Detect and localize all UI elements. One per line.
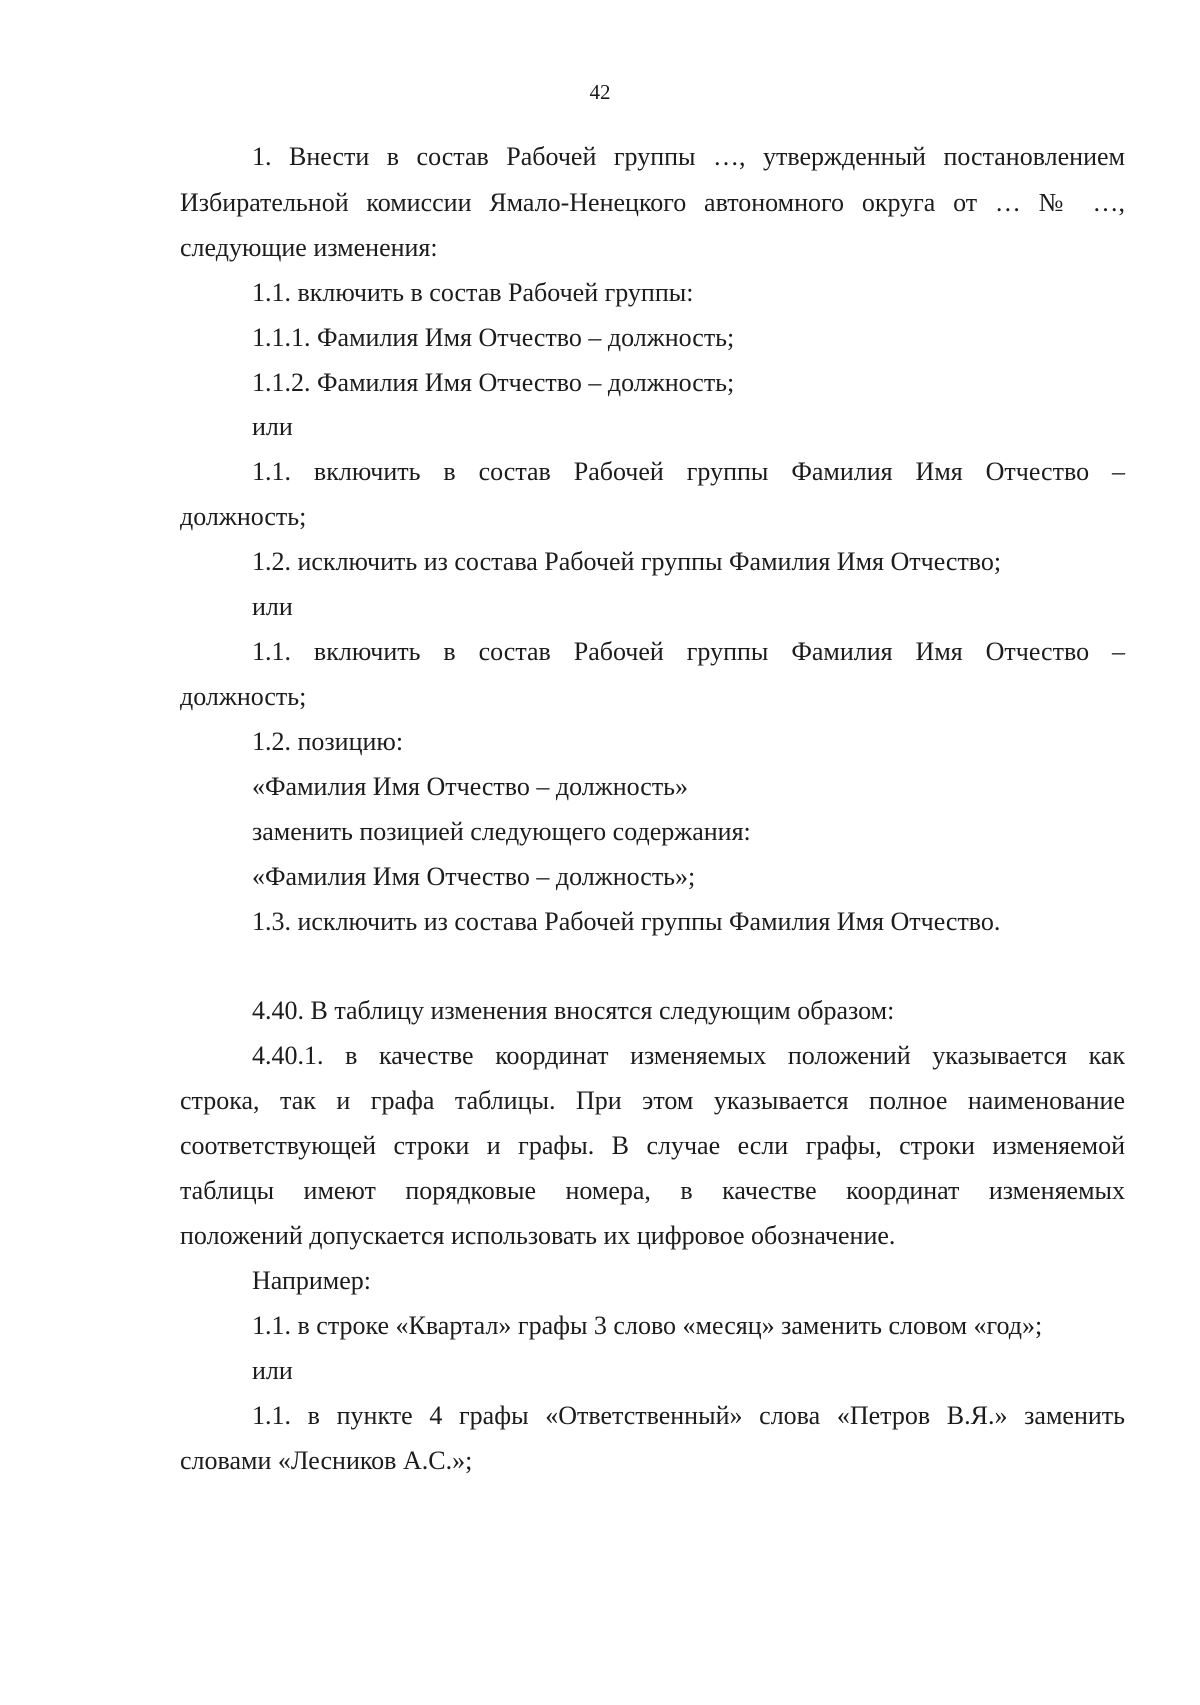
text-line: должность; (180, 502, 307, 531)
text-line: 1.1. включить в состав Рабочей группы: (252, 278, 694, 307)
text-line: 1.2. исключить из состава Рабочей группы Фамилия Имя Отчество; (252, 547, 1002, 576)
text-line: заменить позицией следующего содержания: (252, 817, 751, 846)
text-line: 1.1. включить в состав Рабочей группы Фамилия Имя Отчество – (252, 457, 1125, 486)
text-line: 1.1.2. Фамилия Имя Отчество – должность; (252, 368, 735, 397)
text-line: соответствующей строки и графы. В случае если графы, строки изменяемой (180, 1131, 1125, 1160)
text-line: 1.1. включить в состав Рабочей группы Фамилия Имя Отчество – (252, 637, 1125, 666)
text-line: «Фамилия Имя Отчество – должность»; (252, 862, 696, 891)
text-line: следующие изменения: (180, 233, 438, 262)
text-line: таблицы имеют порядковые номера, в качестве координат изменяемых (180, 1176, 1125, 1205)
text-line: должность; (180, 682, 307, 711)
text-line: положений допускается использовать их цифровое обозначение. (180, 1221, 896, 1250)
text-line: 1.2. позицию: (252, 727, 404, 756)
text-line: или (252, 592, 293, 621)
text-line: 1. Внести в состав Рабочей группы …, утвержденный постановлением (252, 142, 1125, 171)
text-line: 4.40.1. в качестве координат изменяемых положений указывается как (252, 1041, 1125, 1070)
text-line: строка, так и графа таблицы. При этом указывается полное наименование (180, 1086, 1125, 1115)
text-line: 1.3. исключить из состава Рабочей группы Фамилия Имя Отчество. (252, 907, 1001, 936)
text-line: словами «Лесников А.С.»; (180, 1446, 473, 1475)
text-line: «Фамилия Имя Отчество – должность» (252, 772, 689, 801)
text-line: 1.1.1. Фамилия Имя Отчество – должность; (252, 323, 735, 352)
text-line: или (252, 412, 293, 441)
text-line: 1.1. в строке «Квартал» графы 3 слово «месяц» заменить словом «год»; (252, 1311, 1043, 1340)
text-line: Например: (252, 1266, 372, 1295)
text-line: Избирательной комиссии Ямало-Ненецкого автономного округа от … № …, (180, 188, 1125, 217)
text-line: или (252, 1356, 293, 1385)
text-line: 4.40. В таблицу изменения вносятся следующим образом: (252, 996, 895, 1025)
page-number: 42 (589, 80, 611, 104)
text-line: 1.1. в пункте 4 графы «Ответственный» слова «Петров В.Я.» заменить (252, 1401, 1125, 1430)
